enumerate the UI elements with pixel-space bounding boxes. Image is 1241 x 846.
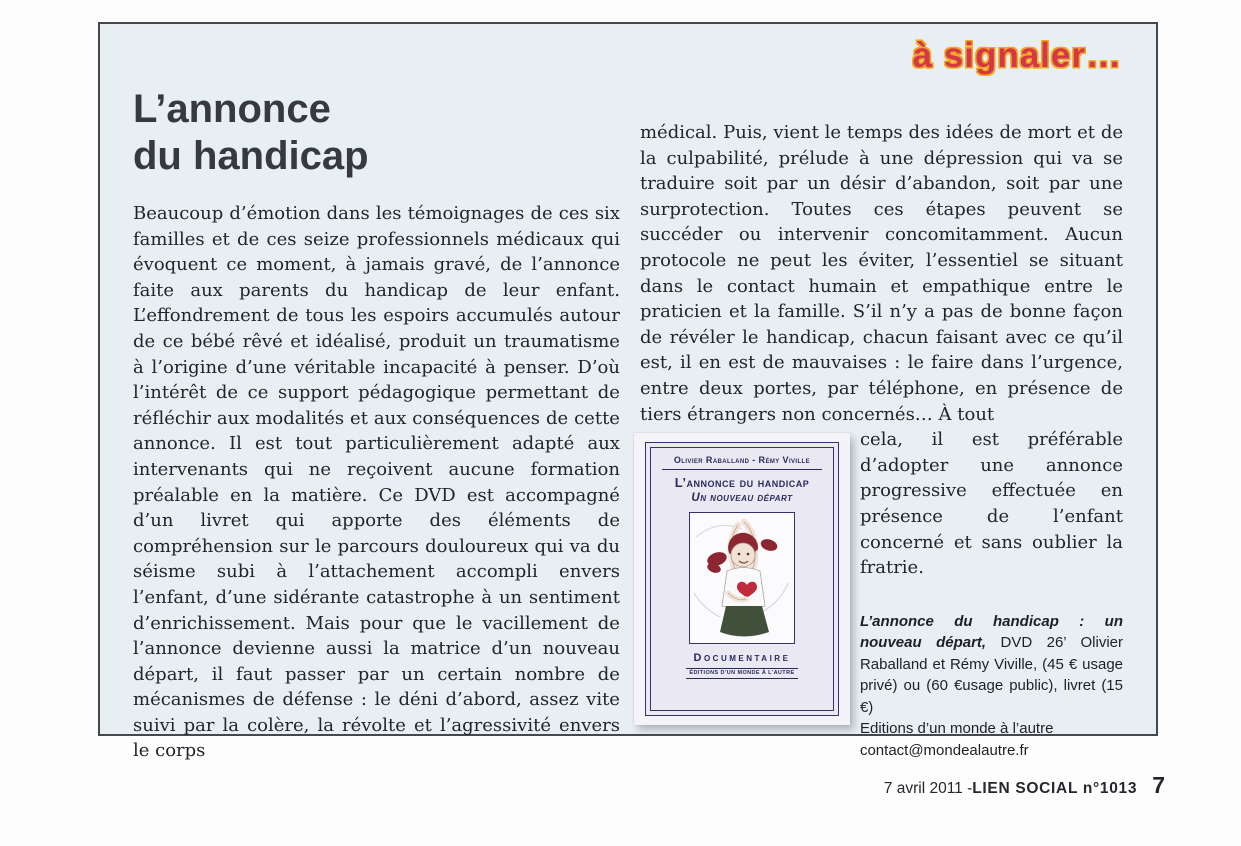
article-column-left bbox=[133, 24, 620, 764]
dvd-caption-email: contact@mondealautre.fr bbox=[859, 741, 1029, 759]
footer-journal-name: LIEN SOCIAL n°1013 bbox=[972, 780, 1138, 797]
dvd-cover-photo bbox=[634, 433, 850, 725]
dvd-cover bbox=[645, 442, 839, 716]
dvd-cover-frame bbox=[650, 447, 834, 711]
dvd-cover-title: L’annonce du handicap bbox=[674, 475, 810, 491]
right-column-paragraph-1: médical. Puis, vient le temps des idées de mort et de la culpabilité, prélude à une dépression qui va se traduire soit par un désir d’abandon, soit par une surprotection. Toutes ces étapes peuvent se succéder ou intervenir concomitamment. Aucun protocole ne peut les éviter, l’essentiel se situant dans le contact humain et empathique entre le praticien et la famille. S’il n’y a pas de bonne façon de révéler le handicap, chacun faisant avec ce qu’il est, il en est de mauvaises : le faire dans l’urgence, entre deux portes, par téléphone, en présence de tiers étrangers non concernés… À tout bbox=[639, 122, 1123, 425]
dvd-caption-publisher: Editions d’un monde à l’autre bbox=[859, 720, 1054, 738]
section-header: à signaler… bbox=[912, 36, 1122, 75]
dvd-cover-authors: Olivier Raballand - Rémy Viville bbox=[673, 455, 811, 466]
article-title-line1: L’annonce bbox=[133, 87, 331, 131]
right-column-paragraph-2: cela, il est préférable d’adopter une annonce progressive effectuée en présence de l’enfant concerné et sans oublier la fratrie. bbox=[859, 429, 1123, 579]
article-column-right bbox=[640, 24, 1123, 764]
dvd-cover-rule bbox=[662, 469, 822, 470]
page-number: 7 bbox=[1152, 772, 1165, 798]
article-title-line2: du handicap bbox=[133, 134, 369, 178]
page-footer bbox=[884, 772, 1165, 799]
dvd-caption-rest: DVD 26’ Olivier Raballand et Rémy Viville, (45 € usage privé) ou (60 €usage public), livret (15 €) bbox=[859, 634, 1123, 716]
publisher-logo: ÉDITIONS D’UN MONDE À L’AUTRE bbox=[686, 668, 797, 679]
article-title bbox=[133, 86, 620, 180]
article-panel bbox=[98, 22, 1158, 762]
dvd-caption-lead: L’annonce du handicap : un nouveau départ, bbox=[859, 612, 1123, 652]
girl-illustration bbox=[690, 513, 794, 643]
dvd-cover-genre: Documentaire bbox=[693, 652, 791, 665]
article-columns bbox=[100, 24, 1156, 764]
dvd-cover-illustration-frame bbox=[689, 512, 795, 644]
left-column-text: Beaucoup d’émotion dans les témoignages de ces six familles et de ces seize professionnels médicaux qui évoquent ce moment, à jamais gravé, de l’annonce faite aux parents du handicap de leur enfant. L’effondrement de tous les espoirs accumulés autour de ce bébé rêvé et idéalisé, produit un traumatisme à l’origine d’une véritable incapacité à penser. D’où l’intérêt de ce support pédagogique permettant de réfléchir aux modalités et aux conséquences de cette annonce. Il est tout particulièrement adapté aux intervenants qui ne reçoivent aucune formation préalable en la matière. Ce DVD est accompagné d’un livret qui apporte des éléments de compréhension sur le parcours douloureux qui va du séisme subi à l’attachement accompli envers l’enfant, d’une sidérante catastrophe à un sentiment d’enrichissement. Mais pour que le vacillement de l’annonce devienne aussi la matrice d’un nouveau départ, il faut passer par un certain nombre de mécanismes de défense : le déni d’abord, assez vite suivi par la colère, la révolte et l’agressivité envers le corps bbox=[133, 203, 620, 762]
footer-date: 7 avril 2011 - bbox=[883, 780, 973, 797]
dvd-cover-subtitle: Un nouveau départ bbox=[691, 492, 793, 505]
dvd-caption bbox=[860, 611, 1123, 762]
dvd-caption-main bbox=[860, 611, 1123, 719]
